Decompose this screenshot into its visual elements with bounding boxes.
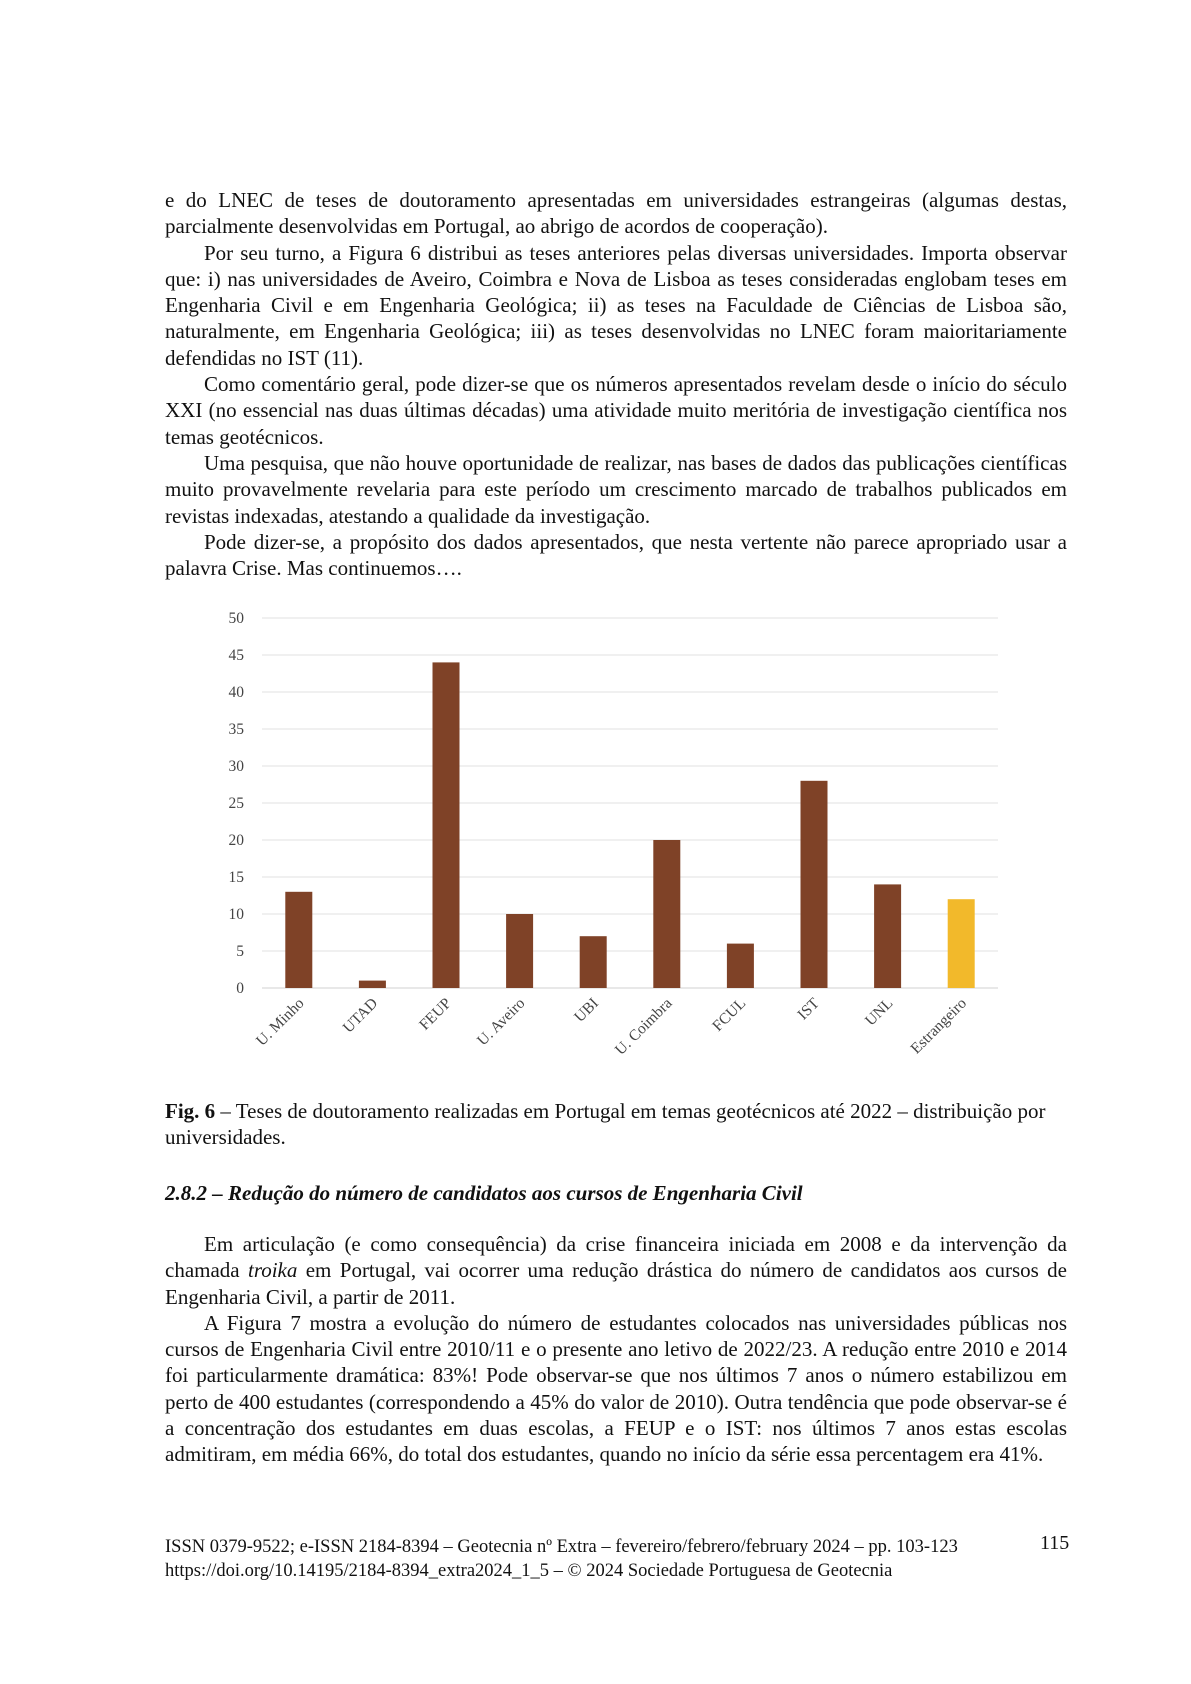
body-text-top [165,187,1067,581]
y-tick-label: 0 [236,980,244,997]
text-run: em Portugal, vai ocorrer uma redução drástica do número de candidatos aos cursos de Engenharia Civil, a partir de 2011. [165,1258,1067,1309]
paragraph: Como comentário geral, pode dizer-se que os números apresentados revelam desde o início do século XXI (no essencial nas duas últimas décadas) uma atividade muito meritória de investigação científica nos temas geotécnicos. [165,372,1067,449]
figure-6 [210,600,1010,1090]
x-category-label: U. Minho [252,994,308,1050]
page-footer [165,1535,1067,1583]
bar-unl [874,884,901,988]
paragraph: Por seu turno, a Figura 6 distribui as teses anteriores pelas diversas universidades. Importa observar que: i) nas universidades de Aveiro, Coimbra e Nova de Lisboa as teses consideradas englobam teses em Engenharia Civil e em Engenharia Geológica; ii) as teses na Faculdade de Ciências de Lisboa são, naturalmente, em Engenharia Geológica; iii) as teses desenvolvidas no LNEC foram maioritariamente defendidas no IST (11). [165,240,1067,370]
caption-label: Fig. 6 [165,1099,216,1123]
y-tick-label: 15 [228,869,244,886]
body-text-bottom [165,1231,1067,1468]
bar-fcul [727,944,754,988]
bar-u-coimbra [653,840,680,988]
footer-doi: https://doi.org/10.14195/2184-8394_extra2024_1_5 – © 2024 Sociedade Portuguesa de Geotecnia [165,1561,893,1581]
y-tick-label: 45 [228,647,244,664]
bar-ist [801,781,828,988]
paragraph: Uma pesquisa, que não houve oportunidade de realizar, nas bases de dados das publicações científicas muito provavelmente revelaria para este período um crescimento marcado de trabalhos publicados em revistas indexadas, atestando a qualidade da investigação. [165,450,1067,528]
y-tick-label: 5 [236,943,244,960]
footer-issn: ISSN 0379-9522; e-ISSN 2184-8394 – Geotecnia nº Extra – fevereiro/febrero/february 2024 – pp. 103-123 [165,1537,958,1557]
y-tick-label: 20 [228,832,244,849]
paragraph: Pode dizer-se, a propósito dos dados apresentados, que nesta vertente não parece apropriado usar a palavra Crise. Mas continuemos…. [165,529,1067,581]
y-tick-label: 50 [228,610,244,627]
figure-caption [165,1098,1067,1151]
bar-estrangeiro [948,899,975,988]
bar-chart [210,600,1010,1090]
x-category-label: UTAD [339,994,382,1037]
y-tick-label: 10 [228,906,244,923]
text-run: Em articulação (e como consequência) da crise financeira iniciada em 2008 e da intervenção da chamada [165,1232,1067,1283]
x-category-label: Estrangeiro [907,994,971,1058]
y-tick-label: 30 [228,758,244,775]
y-tick-label: 25 [228,795,244,812]
x-category-label: UNL [861,994,897,1030]
caption-text: – Teses de doutoramento realizadas em Portugal em temas geotécnicos até 2022 – distribuição por universidades. [165,1099,1046,1150]
paragraph: e do LNEC de teses de doutoramento apresentadas em universidades estrangeiras (algumas destas, parcialmente desenvolvidas em Portugal, ao abrigo de acordos de cooperação). [165,188,1067,239]
bar-utad [359,981,386,988]
y-tick-label: 40 [228,684,244,701]
page-number: 115 [1040,1532,1070,1554]
italic-term: troika [247,1258,298,1283]
y-tick-label: 35 [228,721,244,738]
bar-feup [433,662,460,988]
bar-u-minho [285,892,312,988]
paragraph: A Figura 7 mostra a evolução do número de estudantes colocados nas universidades públicas nos cursos de Engenharia Civil entre 2010/11 e o presente ano letivo de 2022/23. A redução entre 2010 e 2014 foi particularmente dramática: 83%! Pode observar-se que nos últimos 7 anos o número estabilizou em perto de 400 estudantes (correspondendo a 45% do valor de 2010). Outra tendência que pode observar-se é a concentração dos estudantes em duas escolas, a FEUP e o IST: nos últimos 7 anos estas escolas admitiram, em média 66%, do total dos estudantes, quando no início da série essa percentagem era 41%. [165,1310,1067,1467]
bar-ubi [580,936,607,988]
section-heading: 2.8.2 – Redução do número de candidatos aos cursos de Engenharia Civil [165,1181,803,1205]
x-category-label: U. Coimbra [611,994,676,1059]
x-category-label: FEUP [416,994,455,1034]
x-category-label: UBI [571,994,603,1026]
paragraph [165,1231,1067,1310]
bar-u-aveiro [506,914,533,988]
x-category-label: U. Aveiro [473,994,529,1050]
x-category-label: FCUL [709,994,750,1035]
x-category-label: IST [794,994,823,1024]
